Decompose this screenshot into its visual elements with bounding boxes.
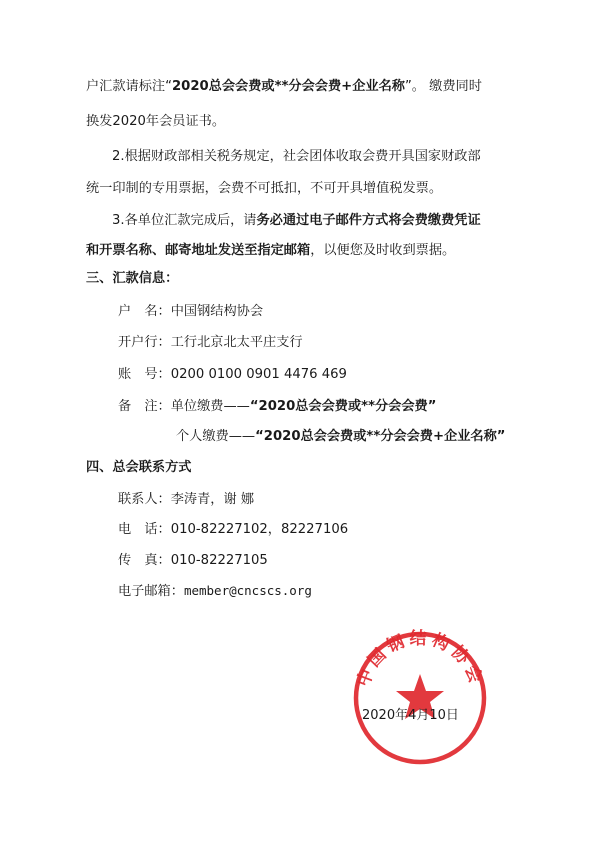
- para3-bold-text-2: 和开票名称、邮寄地址发送至指定邮箱: [86, 243, 311, 258]
- note2-prefix: 个人缴费——: [176, 429, 256, 444]
- fax-value: 010-82227105: [170, 553, 268, 568]
- para2-line1: 2.根据财政部相关税务规定，社会团体收取会费开具国家财政部: [112, 149, 481, 164]
- note-label: 备 注：: [118, 399, 171, 414]
- phone-row: [118, 521, 348, 539]
- email-label: 电子邮箱：: [118, 584, 184, 599]
- note2-bold: “2020总会会费或**分会会费+企业名称”: [255, 429, 506, 444]
- account-name-row: [118, 303, 263, 321]
- note-row-2: [176, 428, 505, 446]
- account-number-row: [118, 366, 347, 384]
- contact-row: [118, 491, 254, 509]
- para1-bold-text: 2020总会会费或**分会会费+企业名称: [171, 79, 405, 94]
- para1-line2: 换发2020年会员证书。: [86, 114, 226, 129]
- para3-text: 3.各单位汇款完成后，请: [112, 213, 257, 228]
- phone-label: 电 话：: [118, 522, 171, 537]
- official-seal-icon: [350, 628, 490, 768]
- section3-heading: 三、汇款信息：: [86, 271, 179, 286]
- note-row-1: [118, 398, 436, 416]
- para1-line1: [86, 78, 482, 96]
- para1-text-end: ”。 缴费同时: [404, 79, 482, 94]
- document-date: 2020年4月10日: [362, 708, 459, 723]
- account-number-label: 账 号：: [118, 367, 171, 382]
- contact-label: 联系人：: [118, 492, 171, 507]
- para2-line2: 统一印制的专用票据，会费不可抵扣，不可开具增值税发票。: [86, 181, 443, 196]
- section4-heading: 四、总会联系方式: [86, 460, 192, 475]
- para3-line1: [112, 212, 481, 230]
- para3-line2: [86, 242, 455, 260]
- email-value: member@cncscs.org: [183, 583, 312, 598]
- email-row: [118, 582, 312, 601]
- fax-label: 传 真：: [118, 553, 171, 568]
- bank-value: 工行北京北太平庄支行: [170, 335, 303, 350]
- para1-text: 户汇款请标注“: [86, 79, 172, 94]
- bank-row: [118, 334, 303, 352]
- account-name-value: 中国钢结构协会: [170, 304, 264, 319]
- note1-bold: “2020总会会费或**分会会费”: [249, 399, 437, 414]
- phone-value: 010-82227102，82227106: [170, 522, 349, 537]
- para3-text-end: ，以便您及时收到票据。: [310, 243, 456, 258]
- bank-label: 开户行：: [118, 335, 171, 350]
- contact-value: 李涛青，谢 娜: [170, 492, 255, 507]
- account-name-label: 户 名：: [118, 304, 171, 319]
- seal-text: 中国钢结构协会: [353, 629, 487, 690]
- note1-prefix: 单位缴费——: [170, 399, 250, 414]
- para3-bold-text: 务必通过电子邮件方式将会费缴费凭证: [256, 213, 481, 228]
- fax-row: [118, 552, 268, 570]
- account-number-value: 0200 0100 0901 4476 469: [170, 367, 347, 382]
